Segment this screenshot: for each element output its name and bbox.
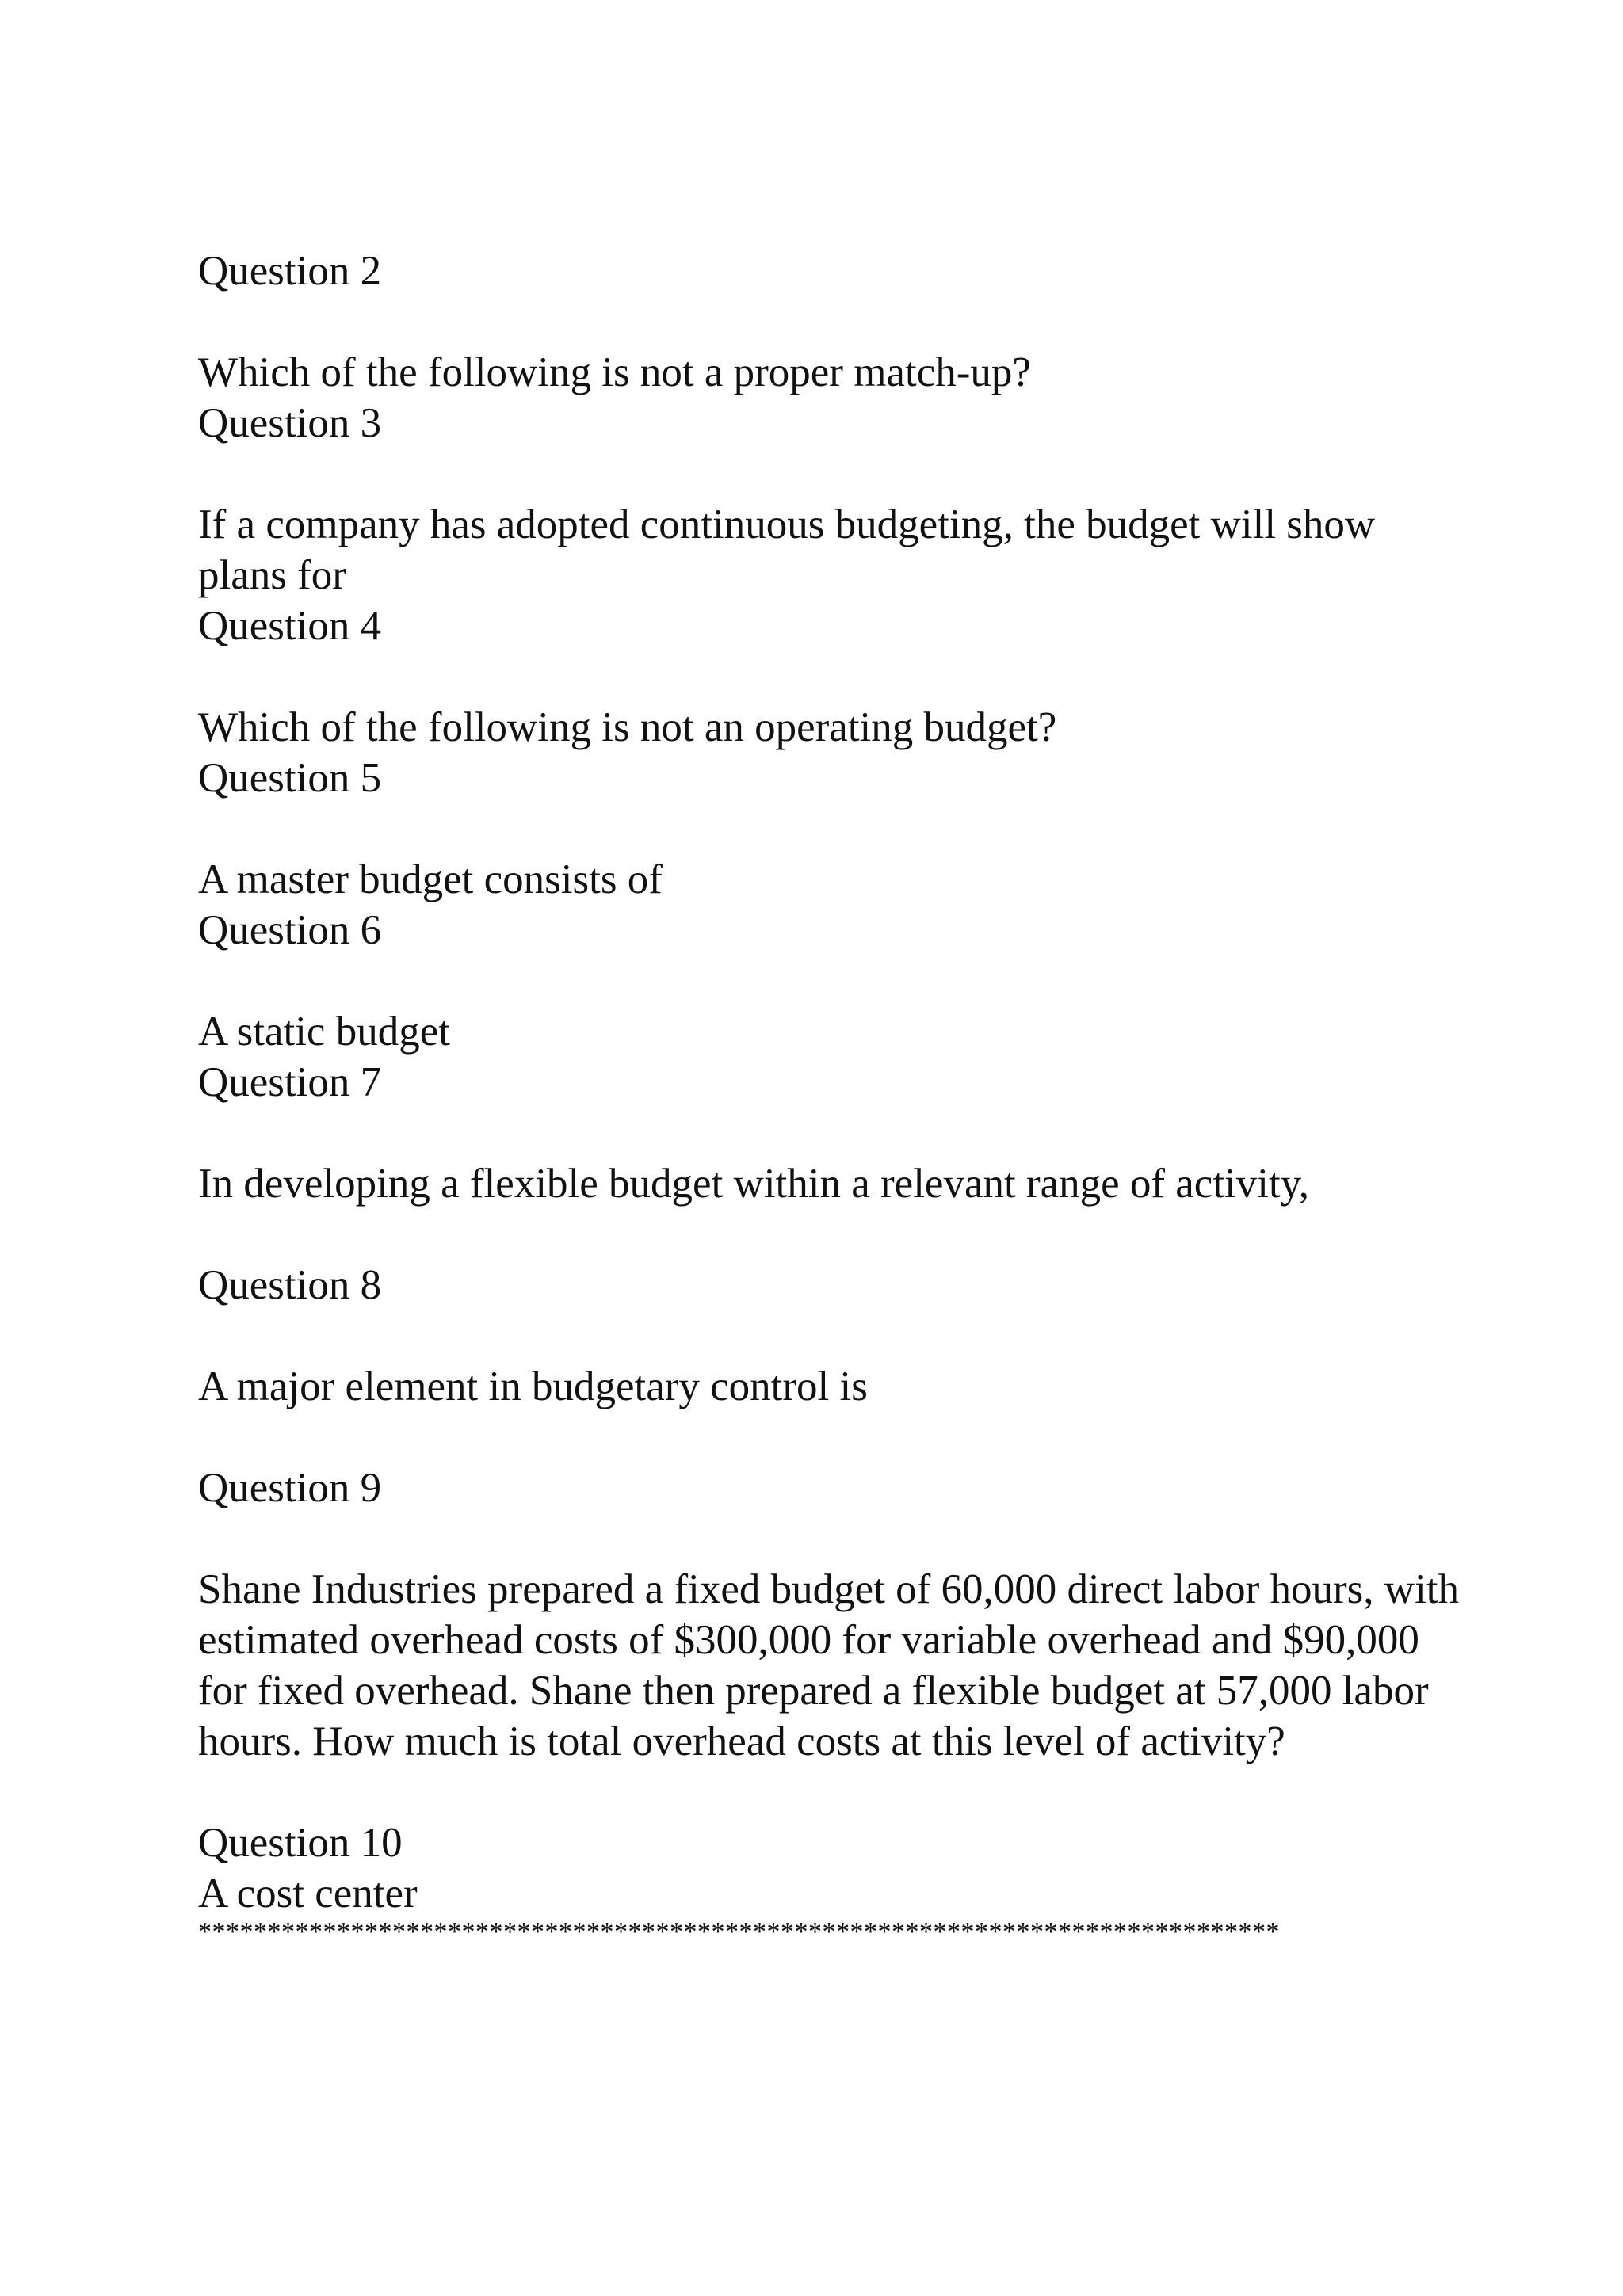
- question-text: If a company has adopted continuous budgeting, the budget will show plans for: [198, 502, 1376, 598]
- spacer: [198, 1108, 1466, 1158]
- question-text: A master budget consists of: [198, 856, 663, 902]
- question-text: Shane Industries prepared a fixed budget of 60,000 direct labor hours, with estimated overhead costs of $300,000 for variable overhead and $90,000 for fixed overhead. Shane then prepared a flexible budget at 57,000 labor hours. How much is total overhead costs at this level of activity?: [198, 1566, 1460, 1764]
- question-heading: Question 8: [198, 1262, 382, 1308]
- question-heading: Question 4: [198, 603, 382, 649]
- question-text: A static budget: [198, 1009, 450, 1055]
- question-text: Which of the following is not a proper match-up?: [198, 349, 1031, 395]
- spacer: [198, 651, 1466, 702]
- question-text: Which of the following is not an operating budget?: [198, 704, 1057, 750]
- spacer: [198, 448, 1466, 499]
- spacer: [198, 955, 1466, 1006]
- separator-line: ******************************************************************************: [198, 1917, 1280, 1947]
- spacer: [198, 1513, 1466, 1564]
- question-heading: Question 2: [198, 248, 382, 294]
- spacer: [198, 1767, 1466, 1817]
- question-heading: Question 10: [198, 1820, 403, 1866]
- question-heading: Question 3: [198, 400, 382, 446]
- spacer: [198, 1412, 1466, 1463]
- question-text: In developing a flexible budget within a relevant range of activity,: [198, 1161, 1310, 1207]
- spacer: [198, 803, 1466, 854]
- question-heading: Question 9: [198, 1465, 382, 1511]
- question-text: A major element in budgetary control is: [198, 1363, 868, 1409]
- spacer: [198, 1310, 1466, 1361]
- question-heading: Question 7: [198, 1059, 382, 1105]
- question-text: A cost center: [198, 1871, 418, 1917]
- spacer: [198, 296, 1466, 347]
- spacer: [198, 1209, 1466, 1260]
- question-heading: Question 6: [198, 907, 382, 953]
- document-content: [198, 246, 1466, 1946]
- question-heading: Question 5: [198, 755, 382, 801]
